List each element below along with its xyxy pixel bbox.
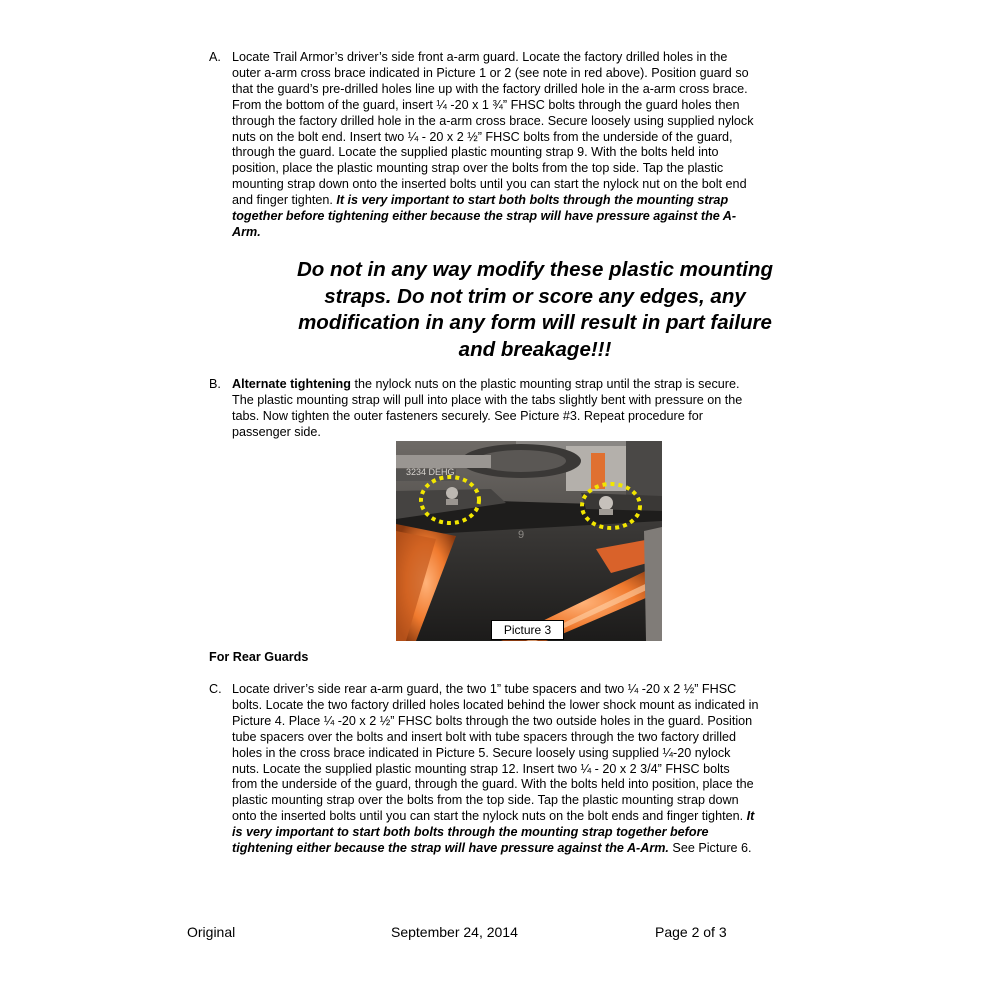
modification-warning	[235, 257, 835, 363]
picture-3-photo	[396, 441, 662, 641]
step-a-line: through the factory drilled hole in the a-arm cross brace. Secure loosely using supplied nylock	[232, 113, 754, 128]
step-c-emphasis: It	[746, 809, 755, 824]
step-b-text	[232, 377, 815, 441]
step-a-line	[232, 209, 815, 225]
photo-illustration	[396, 441, 662, 641]
part-stamp: 3234 DEHG	[406, 467, 455, 477]
step-c-emphasis: tightening either because the strap will have pressure against the A-Arm.	[232, 841, 669, 856]
step-a-emphasis: It is very important to start both bolts through the mounting strap	[336, 193, 729, 208]
step-c	[209, 682, 815, 857]
step-c-plain: onto the inserted bolts until you can start the nylock nuts on the bolt ends and finger tighten.	[232, 809, 747, 824]
step-c-line: Locate driver’s side rear a-arm guard, the two 1” tube spacers and two ¼ -20 x 2 ½” FHSC	[232, 682, 737, 696]
step-a-line	[232, 193, 815, 209]
step-b	[209, 377, 815, 441]
step-a-plain: and finger tighten.	[232, 193, 337, 208]
step-b-line: tabs. Now tighten the outer fasteners securely. See Picture #3. Repeat procedure for	[232, 408, 703, 423]
step-c-line: nuts. Locate the supplied plastic mounting strap 12. Insert two ¼ - 20 x 2 3/4” FHSC bolts	[232, 761, 730, 776]
step-a-line: through the guard. Locate the supplied plastic mounting strap 9. With the bolts held into	[232, 145, 719, 160]
step-c-line	[232, 841, 815, 857]
warning-line: straps. Do not trim or score any edges, any	[324, 284, 746, 308]
warning-line: and breakage!!!	[458, 337, 612, 361]
step-b-bold-lead: Alternate tightening	[232, 377, 351, 391]
picture-3-caption: Picture 3	[491, 620, 564, 640]
step-c-line: tube spacers over the bolts and insert bolt with tube spacers through the two factory drilled	[232, 729, 737, 744]
footer-date: September 24, 2014	[391, 924, 518, 940]
footer-page-number: Page 2 of 3	[655, 924, 727, 940]
step-a-line: nuts on the bolt end. Insert two ¼ - 20 x 2 ½” FHSC bolts from the underside of the guard,	[232, 129, 733, 144]
step-a-line	[232, 225, 815, 241]
step-a-line: mounting strap down onto the inserted bolts until you can start the nylock nut on the bolt end	[232, 177, 747, 192]
step-b-line-rest: the nylock nuts on the plastic mounting strap until the strap is secure.	[350, 377, 740, 391]
step-c-letter: C.	[209, 682, 222, 696]
step-a-line: that the guard’s pre-drilled holes line up with the factory drilled hole in the a-arm cross brace.	[232, 81, 748, 96]
footer-revision: Original	[187, 924, 236, 940]
step-a-emphasis: together before tightening either because the strap will have pressure against the A-	[232, 209, 737, 224]
step-c-line: plastic mounting strap over the bolts from the top side. Tap the plastic mounting strap down	[232, 793, 739, 808]
step-a-line: position, place the plastic mounting strap over the bolts from the top side. Tap the plastic	[232, 161, 724, 176]
step-c-tail: See Picture 6.	[668, 841, 752, 856]
rear-guards-heading: For Rear Guards	[209, 650, 309, 664]
step-b-line: passenger side.	[232, 424, 321, 439]
warning-line: modification in any form will result in part failure	[298, 311, 772, 334]
step-c-line	[232, 809, 815, 825]
step-c-line: holes in the cross brace indicated in Picture 5. Secure loosely using supplied ¼-20 nylock	[232, 745, 731, 760]
step-c-text	[232, 682, 815, 857]
step-c-line: from the underside of the guard, through the guard. With the bolts held into position, place the	[232, 777, 754, 792]
step-b-line: The plastic mounting strap will pull into place with the tabs slightly bent with pressure on the	[232, 392, 743, 407]
step-a-line: From the bottom of the guard, insert ¼ -20 x 1 ¾” FHSC bolts through the guard holes then	[232, 97, 740, 112]
warning-line: Do not in any way modify these plastic mounting	[296, 258, 774, 281]
step-b-line	[232, 377, 815, 393]
step-b-letter: B.	[209, 377, 221, 391]
step-a-text	[232, 50, 815, 241]
step-a-emphasis: Arm.	[232, 224, 261, 239]
step-a-line: outer a-arm cross brace indicated in Picture 1 or 2 (see note in red above). Position guard so	[232, 65, 749, 80]
step-a-line: Locate Trail Armor’s driver’s side front a-arm guard. Locate the factory drilled holes in the	[232, 50, 728, 64]
step-a-letter: A.	[209, 50, 221, 64]
strap-number: 9	[518, 529, 525, 541]
step-c-line: Picture 4. Place ¼ -20 x 2 ½” FHSC bolts through the two outside holes in the guard. Position	[232, 713, 753, 728]
step-c-line: bolts. Locate the two factory drilled holes located behind the lower shock mount as indicated in	[232, 697, 759, 712]
step-c-emphasis: is very important to start both bolts through the mounting strap together before	[232, 825, 709, 840]
step-a	[209, 50, 815, 241]
step-c-line	[232, 825, 815, 841]
